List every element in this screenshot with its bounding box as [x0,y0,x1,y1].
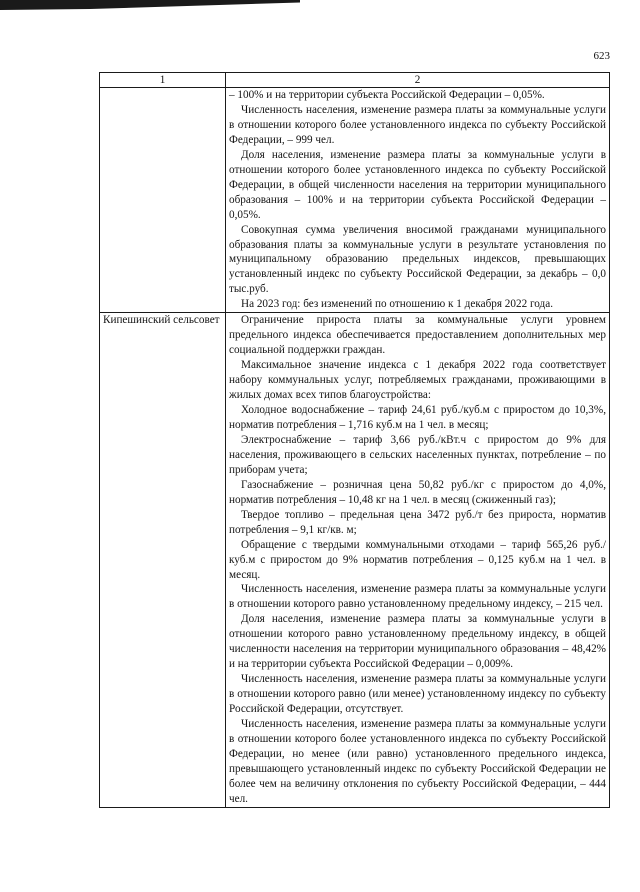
paragraph: Доля населения, изменение размера платы за коммунальные услуги в отношении которого более установленного индекса по субъекту Российской Федерации, в общей численности населения на территории муниципального образования – 100% и на территории субъекта Российской Федерации – 0,05%. [229,148,606,221]
paragraph: Численность населения, изменение размера платы за коммунальные услуги в отношении которого более установленного индекса по субъекту Российской Федерации, – 999 чел. [229,103,606,146]
paragraph: Численность населения, изменение размера платы за коммунальные услуги в отношении которого равно (или менее) установленному индексу по субъекту Российской Федерации, отсутствует. [229,673,606,716]
region-name: Кипешинский сельсовет [103,314,220,327]
paragraph: Холодное водоснабжение – тариф 24,61 руб./куб.м с приростом до 10,3%, норматив потребления – 1,716 куб.м на 1 чел. в месяц; [229,404,606,431]
page-number: 623 [593,50,610,62]
paragraph: Ограничение прироста платы за коммунальные услуги уровнем предельного индекса обеспечивается предоставлением дополнительных мер социальной поддержки граждан. [229,314,606,357]
paragraph: Газоснабжение – розничная цена 50,82 руб./кг с приростом до 4,0%, норматив потребления – 10,48 кг на 1 чел. в месяц (сжиженный газ); [229,478,606,506]
paragraph: – 100% и на территории субъекта Российской Федерации – 0,05%. [229,89,545,101]
table-row [100,313,610,807]
paragraph: Максимальное значение индекса с 1 декабря 2022 года соответствует набору коммунальных услуг, потребляемых гражданами, проживающими в жилых домах всех типов благоустройства: [229,359,606,402]
paragraph: Твердое топливо – предельная цена 3472 руб./т без прироста, норматив потребления – 9,1 кг/кв. м; [229,508,606,536]
paragraph: Доля населения, изменение размера платы за коммунальные услуги в отношении которого равно установленному предельному индексу, в общей численности населения на территории муниципального образования – 48,42% и на территории субъекта Российской Федерации – 0,009%. [229,613,606,671]
paragraph: На 2023 год: без изменений по отношению к 1 декабря 2022 года. [241,298,554,311]
region-cell [100,313,226,807]
description-cell [226,88,610,313]
description-cell [226,313,610,807]
table-row [100,88,610,313]
region-cell [100,88,226,313]
paragraph: Численность населения, изменение размера платы за коммунальные услуги в отношении которого равно установленному предельному индексу, – 215 чел. [229,583,606,611]
document-table [99,72,610,808]
scan-edge-mark [0,0,300,10]
table-header-row [100,73,610,88]
paragraph: Численность населения, изменение размера платы за коммунальные услуги в отношении которого более установленного индекса по субъекту Российской Федерации, но менее (или равно) установленного предельного индекса, превышающего установленный индекс по субъекту Российской Федерации не более чем на величину отклонения по субъекту Российской Федерации, – 444 чел. [229,718,606,805]
paragraph: Совокупная сумма увеличения вносимой гражданами муниципального образования платы за коммунальные услуги в результате установления по муниципальному образованию предельных индексов, превышающих установленный индекс по субъекту Российской Федерации, за декабрь – 0,0 тыс.руб. [229,223,606,296]
column-header-2: 2 [226,73,610,88]
column-header-1: 1 [100,73,226,88]
paragraph: Обращение с твердыми коммунальными отходами – тариф 565,26 руб./куб.м с приростом до 9% норматив потребления – 0,125 куб.м на 1 чел. в месяц. [229,538,606,581]
paragraph: Электроснабжение – тариф 3,66 руб./кВт.ч с приростом до 9% для населения, проживающего в сельских населенных пунктах, потребление – по приборам учета; [229,433,606,476]
